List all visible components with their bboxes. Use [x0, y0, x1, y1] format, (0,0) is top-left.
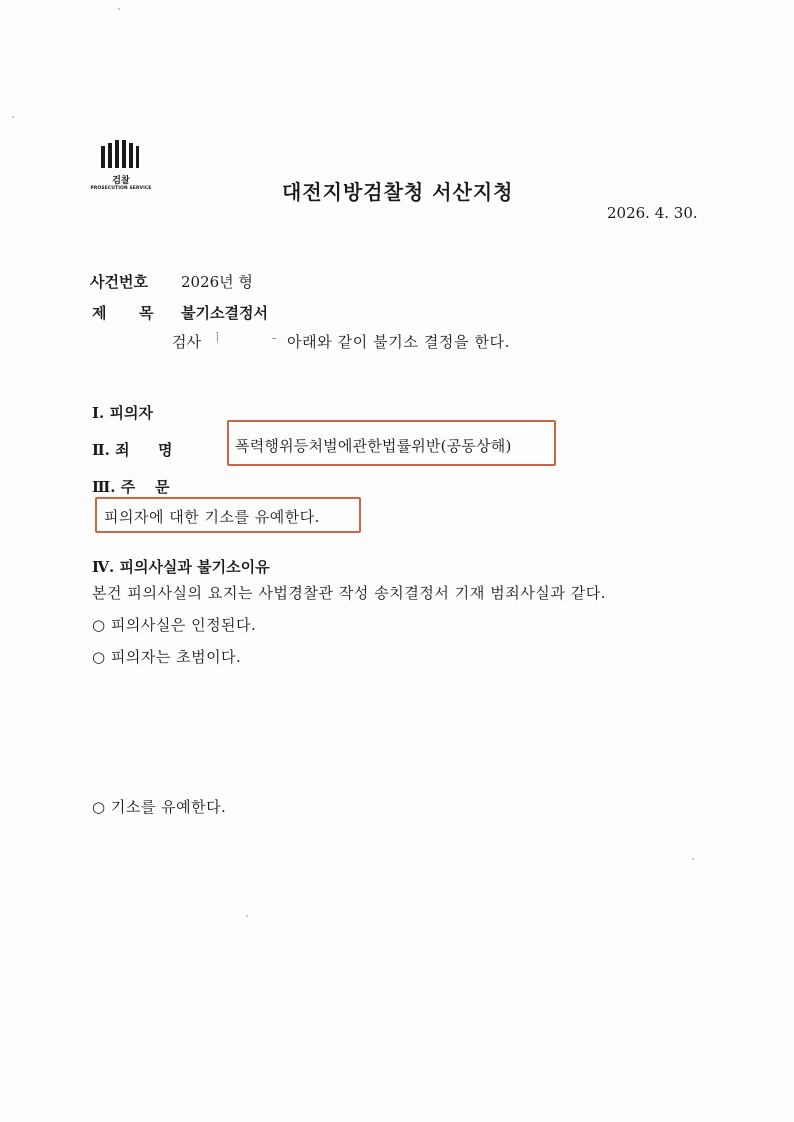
document-title: 불기소결정서 [181, 304, 268, 322]
scan-speck [692, 858, 694, 860]
bullet-item: ○ 피의자는 초범이다. [92, 648, 242, 666]
bullet-item: ○ 피의사실은 인정된다. [92, 616, 257, 634]
scan-speck [118, 8, 120, 10]
prosecutor-name-redacted: ㅣ [212, 331, 223, 344]
case-number-label: 사건번호 [90, 273, 148, 291]
title-label-second: 목 [139, 304, 154, 322]
prosecution-emblem-icon [101, 140, 139, 168]
suspect-heading: Ⅰ. 피의자 [92, 404, 153, 422]
title-label-first: 제 [92, 304, 107, 322]
bullet-item: ○ 기소를 유예한다. [92, 798, 227, 816]
charge-value: 폭력행위등처벌에관한법률위반(공동상해) [235, 437, 512, 455]
case-number-value: 2026년 형 [181, 273, 253, 291]
office-name: 대전지방검찰청 서산지청 [282, 180, 514, 204]
document-date: 2026. 4. 30. [607, 204, 698, 222]
logo-subtitle: PROSECUTION SERVICE [90, 186, 152, 191]
logo-title: 검찰 [112, 176, 130, 186]
scan-speck [12, 116, 14, 118]
order-heading-word: 문 [155, 478, 170, 496]
order-heading-number: Ⅲ. 주 [92, 478, 136, 496]
prosecution-logo [90, 140, 152, 196]
decision-sentence: 아래와 같이 불기소 결정을 한다. [287, 333, 511, 351]
prosecutor-prefix: 검사 [172, 333, 201, 351]
facts-body: 본건 피의사실의 요지는 사법경찰관 작성 송치결정서 기재 범죄사실과 같다. [92, 584, 607, 602]
charge-heading-word: 명 [158, 441, 173, 459]
prosecutor-name-redacted-tail: - [272, 331, 277, 345]
order-value: 피의자에 대한 기소를 유예한다. [104, 508, 320, 526]
scan-speck [246, 915, 248, 917]
charge-heading-number: Ⅱ. 죄 [92, 441, 130, 459]
facts-heading: Ⅳ. 피의사실과 불기소이유 [92, 558, 270, 576]
